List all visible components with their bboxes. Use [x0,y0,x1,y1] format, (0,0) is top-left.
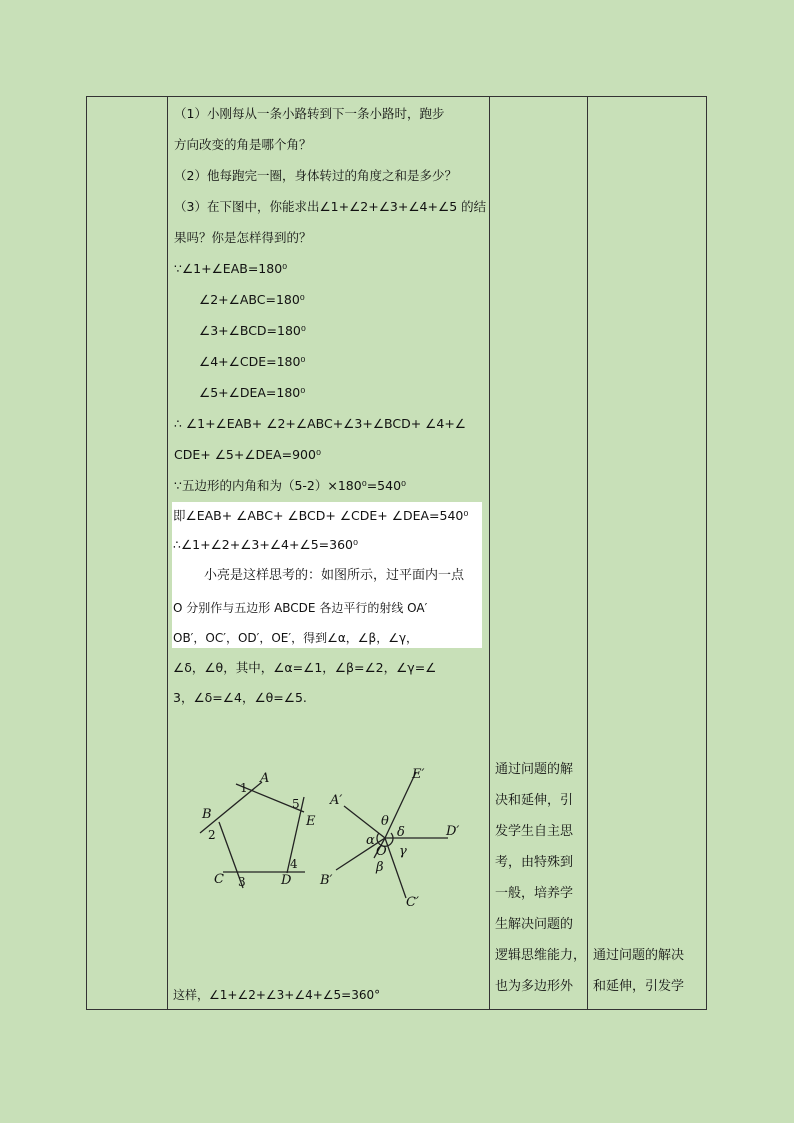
interior-equation: 即∠EAB+ ∠ABC+ ∠BCD+ ∠CDE+ ∠DEA=540⁰ [173,508,469,523]
equation-3: ∠3+∠BCD=180⁰ [199,323,306,338]
xiaoliang-line-5: 3，∠δ=∠4，∠θ=∠5. [173,690,307,705]
intent-line: 决和延伸，引 [495,793,574,808]
xiaoliang-line-3: OB′，OC′，OD′，OE′，得到∠α，∠β，∠γ， [173,631,419,645]
xiaoliang-line-4: ∠δ，∠θ，其中，∠α=∠1，∠β=∠2，∠γ=∠ [173,660,437,675]
sum-line-2: CDE+ ∠5+∠DEA=900⁰ [174,447,321,462]
label-beta: β [376,860,384,875]
intent-line: 考，由特殊到 [495,855,574,870]
angle-1: 1 [240,781,248,795]
label-alpha: α [366,833,375,848]
question-2: （2）他每跑完一圈，身体转过的角度之和是多少？ [174,168,457,183]
question-3-line-1: （3）在下图中，你能求出∠1+∠2+∠3+∠4+∠5 的结 [174,199,487,214]
equation-2: ∠2+∠ABC=180⁰ [199,292,305,307]
label-d: D [281,873,292,888]
result-360: ∴∠1+∠2+∠3+∠4+∠5=360⁰ [173,537,358,552]
label-b: B [202,807,212,822]
sum-line-1: ∴ ∠1+∠EAB+ ∠2+∠ABC+∠3+∠BCD+ ∠4+∠ [174,416,467,431]
intent-line: 一般，培养学 [495,886,574,901]
label-o: O [376,844,387,859]
conclusion: 这样，∠1+∠2+∠3+∠4+∠5=360° [173,988,381,1002]
intent-line: 发学生自主思 [495,824,574,839]
equation-4: ∠4+∠CDE=180⁰ [199,354,306,369]
label-e: E [306,814,316,829]
angle-5: 5 [292,797,300,811]
label-a-prime: A′ [330,793,343,808]
angle-4: 4 [290,857,298,871]
question-3-line-2: 果吗？你是怎样得到的？ [174,230,312,245]
intent-line: 逻辑思维能力， [495,948,587,963]
intent-line: 通过问题的解 [495,762,574,777]
xiaoliang-line-2: O 分别作与五边形 ABCDE 各边平行的射线 OA′ [173,601,428,615]
label-b-prime: B′ [320,873,333,888]
intent-line: 通过问题的解决 [593,948,685,963]
equation-5: ∠5+∠DEA=180⁰ [199,385,306,400]
xiaoliang-line-1: 小亮是这样思考的：如图所示，过平面内一点 [204,568,465,583]
question-1-line-2: 方向改变的角是哪个角？ [174,137,312,152]
label-theta: θ [381,814,389,829]
interior-angle-sum: ∵五边形的内角和为（5-2）×180⁰=540⁰ [174,478,407,493]
question-1-line-1: （1）小刚每从一条小路转到下一条小路时，跑步 [174,106,445,121]
label-e-prime: E′ [412,767,425,782]
pentagon-figure [186,760,476,910]
intent-line: 和延伸，引发学 [593,979,685,994]
equation-1: ∵∠1+∠EAB=180⁰ [174,261,288,276]
label-c: C [214,872,224,887]
intent-line: 也为多边形外 [495,979,574,994]
label-d-prime: D′ [446,824,460,839]
intent-line: 生解决问题的 [495,917,574,932]
label-gamma: γ [399,844,407,859]
label-c-prime: C′ [406,895,419,910]
label-a: A [260,771,270,786]
angle-3: 3 [238,875,246,889]
label-delta: δ [397,825,405,840]
angle-2: 2 [208,828,216,842]
